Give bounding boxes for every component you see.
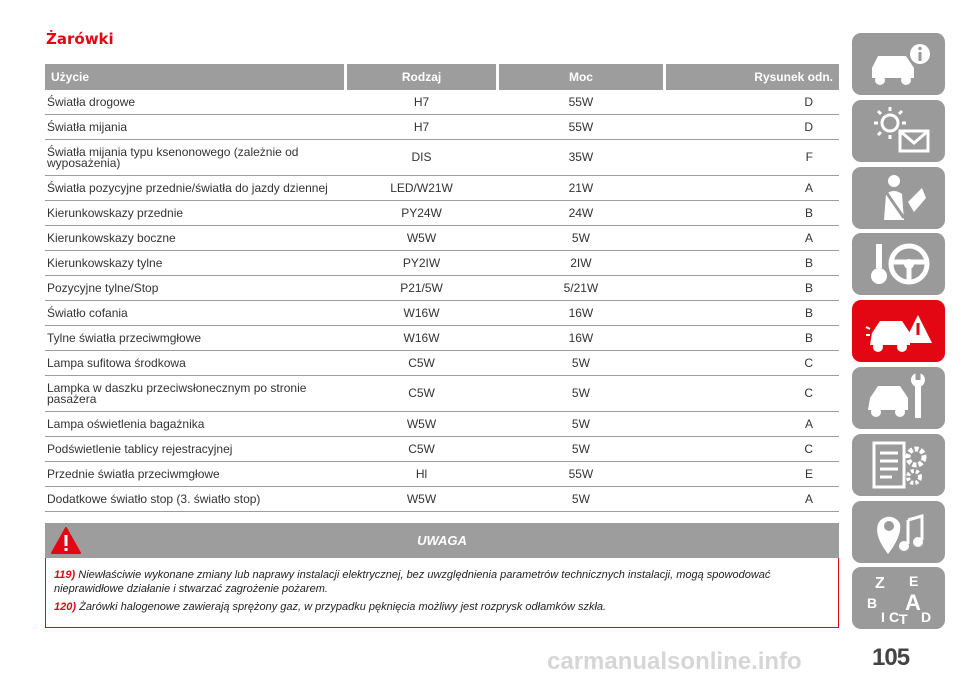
cell-figure-ref: B [805,305,814,320]
warning-note [54,568,830,596]
warning-note [54,600,830,614]
cell-usage: Światła mijania typu ksenonowego (zależnie od wyposażenia) [47,144,299,170]
warning-triangle-icon [51,527,81,554]
table-row [45,437,839,462]
svg-text:T: T [898,611,908,627]
cell-usage: Światła drogowe [47,94,136,109]
note-text: Żarówki halogenowe zawierają sprężony gaz, w przypadku pęknięcia możliwy jest rozprysk odłamków szkła. [79,601,607,613]
warning-body [45,558,839,628]
cell-type: LED/W21W [390,180,453,195]
cell-usage: Kierunkowskazy boczne [47,230,176,245]
table-row [45,462,839,487]
cell-power: 55W [568,119,594,134]
table-row [45,251,839,276]
note-text: Niewłaściwie wykonane zmiany lub naprawy instalacji elektrycznej, bez uwzględnienia parametrów technicznych instalacji, mogą spowodować nieprawidłowe działanie i stwarzać zagrożenie pożarem. [54,569,771,595]
cell-power: 5W [571,386,590,400]
tab-index[interactable] [852,567,945,629]
table-row [45,487,839,512]
cell-usage: Lampa sufitowa środkowa [47,355,186,370]
car-wrench-icon [864,372,934,424]
note-number: 120) [54,601,77,613]
cell-power: 21W [568,180,594,195]
cell-figure-ref: A [805,230,814,245]
header-usage: Użycie [45,64,344,90]
spec-sheet-gear-icon [864,439,934,491]
seat-belt-airbag-icon [864,172,934,224]
cell-type: Hl [415,466,428,481]
svg-text:E: E [908,573,918,590]
cell-power: 5/21W [563,280,599,295]
table-row [45,226,839,251]
cell-type: W16W [403,305,440,320]
warning-box [45,523,839,628]
watermark: carmanualsonline.info [547,648,802,675]
cell-usage: Pozycyjne tylne/Stop [47,280,159,295]
warning-header [45,523,839,558]
svg-text:C: C [888,609,899,626]
table-row [45,301,839,326]
note-number: 119) [54,569,76,581]
cell-power: 55W [568,94,594,109]
cell-type: C5W [408,441,435,456]
cell-usage: Lampa oświetlenia bagażnika [47,416,205,431]
table-body [45,90,839,512]
bulbs-table [45,64,839,512]
svg-text:A: A [904,590,921,616]
cell-figure-ref: B [805,330,814,345]
car-breakdown-warning-icon [864,305,934,357]
tab-warning-lights[interactable] [852,100,945,162]
media-navigation-icon [864,506,934,558]
cell-usage: Światło cofania [47,305,128,320]
cell-power: 16W [568,305,594,320]
cell-figure-ref: A [805,416,814,431]
cell-power: 55W [568,466,594,481]
table-row [45,140,839,176]
cell-figure-ref: B [805,255,814,270]
svg-text:I: I [880,609,885,626]
alphabetical-index-icon [861,570,937,626]
tab-maintenance[interactable] [852,367,945,429]
header-figure-ref: Rysunek odn. [666,64,839,90]
cell-type: DIS [411,150,432,164]
svg-text:Z: Z [874,575,885,593]
table-row [45,412,839,437]
cell-power: 5W [571,355,590,370]
tab-car-info[interactable] [852,33,945,95]
warning-label: UWAGA [417,533,467,548]
cell-type: W16W [403,330,440,345]
cell-figure-ref: D [804,94,814,109]
chapter-tabs [852,33,945,634]
cell-figure-ref: C [804,441,814,456]
cell-power: 5W [571,491,590,506]
cell-power: 5W [571,416,590,431]
cell-power: 5W [571,441,590,456]
header-type: Rodzaj [347,64,496,90]
cell-type: PY2IW [402,255,441,270]
cell-power: 24W [568,205,594,220]
cell-usage: Dodatkowe światło stop (3. światło stop) [47,491,261,506]
cell-type: H7 [413,94,430,109]
table-row [45,326,839,351]
warning-lights-mail-icon [864,105,934,157]
header-power: Moc [499,64,662,90]
tab-emergency[interactable] [852,300,945,362]
tab-starting-driving[interactable] [852,233,945,295]
cell-power: 5W [571,230,590,245]
cell-usage: Kierunkowskazy przednie [47,205,184,220]
cell-usage: Tylne światła przeciwmgłowe [47,330,202,345]
page-number: 105 [872,644,910,671]
cell-usage: Światła mijania [47,119,128,134]
cell-type: C5W [408,386,435,400]
cell-type: P21/5W [400,280,443,295]
table-row [45,351,839,376]
cell-usage: Lampka w daszku przeciwsłonecznym po stronie pasażera [47,380,307,406]
table-row [45,201,839,226]
cell-power: 2IW [570,255,592,270]
cell-type: W5W [406,230,437,245]
tab-technical-data[interactable] [852,434,945,496]
cell-power: 16W [568,330,594,345]
cell-usage: Kierunkowskazy tylne [47,255,163,270]
cell-type: W5W [406,416,437,431]
cell-usage: Podświetlenie tablicy rejestracyjnej [47,441,233,456]
table-header [45,64,839,90]
cell-figure-ref: F [805,150,814,164]
cell-figure-ref: E [805,466,814,481]
cell-type: PY24W [401,205,442,220]
cell-usage: Światła pozycyjne przednie/światła do jazdy dziennej [47,180,328,195]
cell-figure-ref: D [804,119,814,134]
cell-type: W5W [406,491,437,506]
table-row [45,376,839,412]
page-title: Żarówki [46,30,114,48]
table-row [45,176,839,201]
cell-type: H7 [413,119,430,134]
cell-type: C5W [408,355,435,370]
svg-text:B: B [866,595,877,612]
cell-figure-ref: B [805,280,814,295]
cell-figure-ref: C [804,355,814,370]
tab-multimedia[interactable] [852,501,945,563]
table-row [45,115,839,140]
car-info-icon [864,40,934,88]
tab-safety[interactable] [852,167,945,229]
table-row [45,90,839,115]
cell-power: 35W [568,150,594,164]
svg-text:D: D [920,609,931,626]
cell-figure-ref: C [804,386,814,400]
cell-figure-ref: A [805,491,814,506]
cell-usage: Przednie światła przeciwmgłowe [47,466,220,481]
key-steering-wheel-icon [864,238,934,290]
table-row [45,276,839,301]
cell-figure-ref: A [805,180,814,195]
cell-figure-ref: B [805,205,814,220]
